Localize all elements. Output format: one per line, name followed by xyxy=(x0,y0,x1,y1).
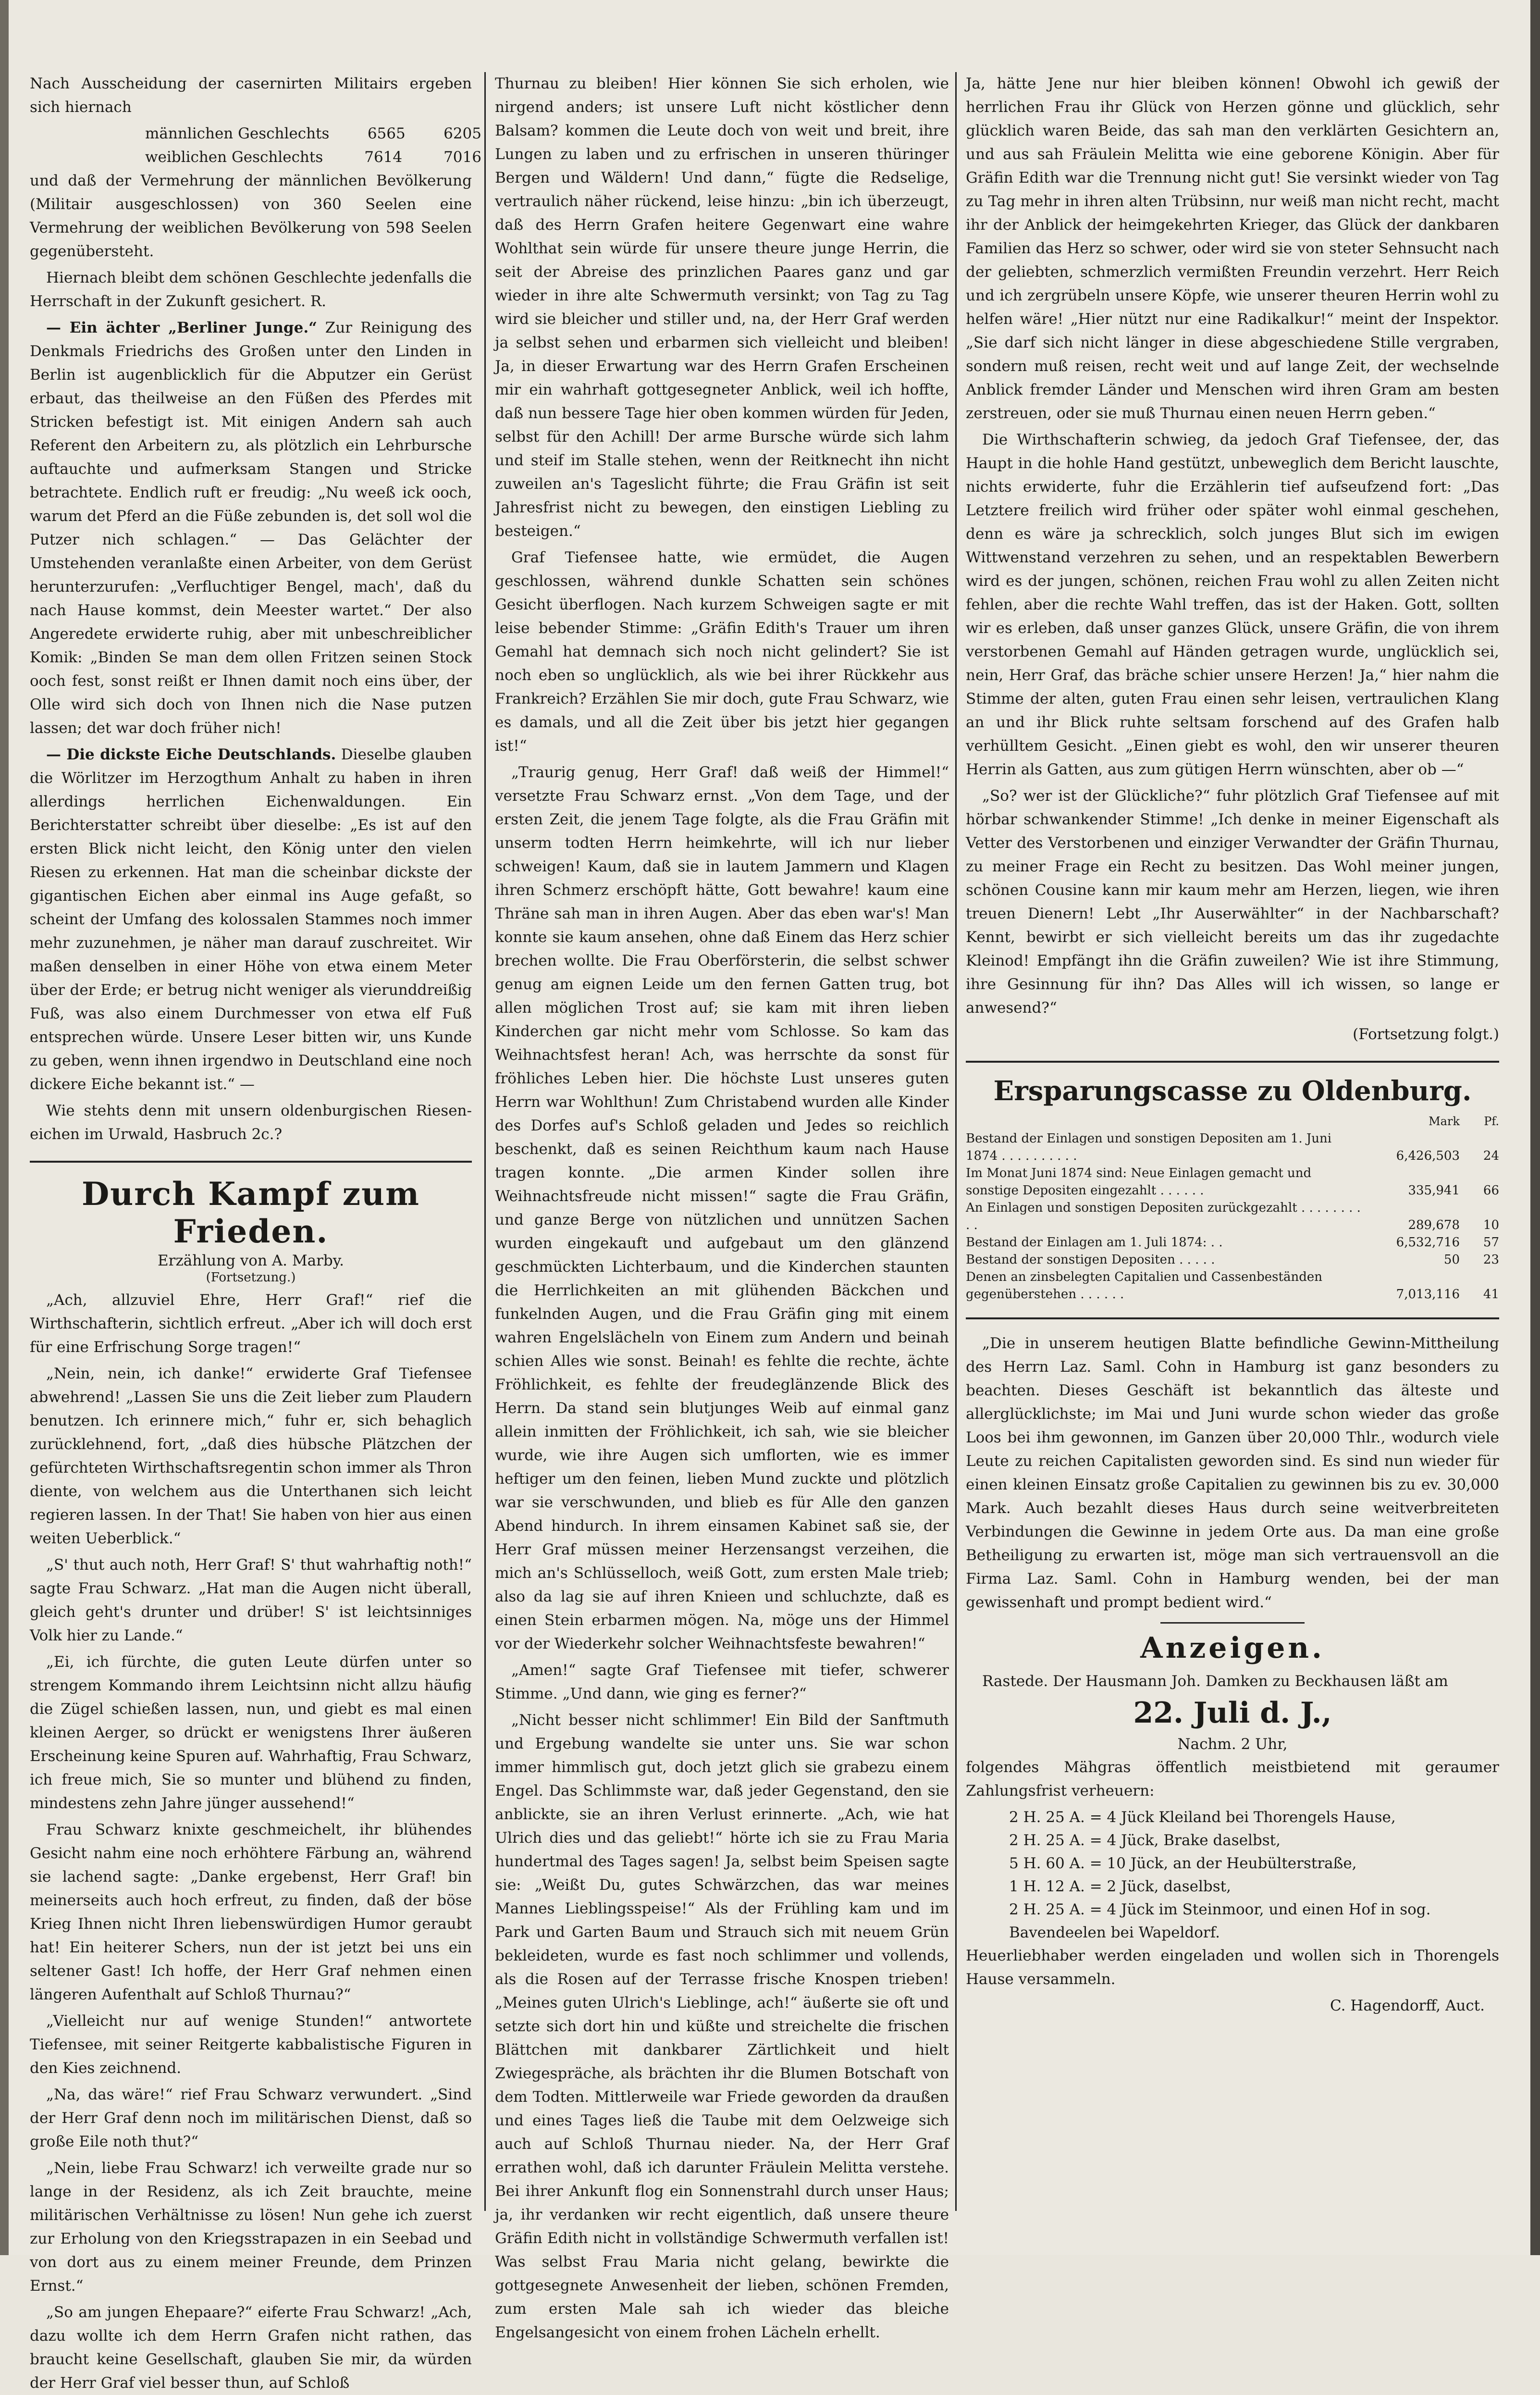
ledger-unit-mark: Mark xyxy=(1429,1115,1460,1128)
ledger-row xyxy=(966,1251,1499,1268)
stats-row xyxy=(145,146,481,169)
stats-value: 7016 xyxy=(444,149,481,166)
story-subtitle: Erzählung von A. Marby. xyxy=(158,1252,344,1269)
scan-edge-left xyxy=(0,0,9,2255)
ledger-mark: 289,678 xyxy=(1408,1218,1460,1232)
column-3 xyxy=(966,72,1499,2235)
stats-value: 6205 xyxy=(444,125,481,142)
cohn-notice: „Die in unserem heutigen Blatte befindliche Gewinn-Mittheilung des Herrn Laz. Saml. Cohn in Hamburg ist ganz besonders zu beachten. Dieses Geschäft ist bekanntlich das älteste und allerglücklichste; im Mai und Juni wurde schon wieder das große Loos bei ihm gewonnen, im Ganzen über 20,000 Thlr., wodurch viele Leute zu reichen Capitalisten geworden sind. Es sind nun wieder für einen kleinen Einsatz große Capitalien zu gewinnen bis zu ev. 30,000 Mark. Auch bezahlt dieses Haus durch seine weitverbreiteten Verbindungen die Gewinne in jedem Orte aus. Da man eine große Betheiligung zu erwarten ist, möge man sich vertrauensvoll an die Firma Laz. Saml. Cohn in Hamburg wenden, bei der man gewissenhaft und prompt bedient wird.“ xyxy=(966,1335,1499,1611)
column-rule xyxy=(484,72,486,2211)
article-text: Zur Reinigung des Denkmals Friedrichs des Großen unter den Linden in Berlin ist augenblicklich für die Abputzer ein Gerüst erbaut, das theilweise an den Füßen des Pferdes mit Stricken befestigt ist. Mit einigen Andern sah auch Referent den Arbeitern zu, als plötzlich ein Lehrbursche auftauchte und aufmerksam Stangen und Stricke betrachtete. Endlich ruft er freudig: „Nu weeß ick ooch, warum det Pferd an die Füße zebunden is, det soll wol die Putzer nich schlagen.“ — Das Gelächter der Umstehenden veranlaßte einen Arbeiter, von dem Gerüst herunterzurufen: „Verfluchtiger Bengel, mach', daß du nach Hause kommst, dein Meester wartet.“ Der also Angeredete erwiderte ruhig, aber mit unbeschreiblicher Komik: „Binden Se man dem ollen Fritzen seinen Stock ooch fest, sonst reißt er Ihnen damit noch eins über, der Olle wird sich doch von Ihnen nich die Nase putzen lassen; det war doch früher nich! xyxy=(30,319,472,737)
story-paragraph: „Ei, ich fürchte, die guten Leute dürfen unter so strengem Kommando ihrem Leichtsinn nicht allzu häufig die Zügel schießen lassen, nun, und giebt es mal einen kleinen Aerger, so drückt er wenigstens Ihrer äußeren Erscheinung keine Spuren auf. Wahrhaftig, Frau Schwarz, ich freue mich, Sie so munter und blühend zu finden, mindestens zehn Jahre jünger aussehend!“ xyxy=(30,1653,472,1812)
column-1 xyxy=(30,72,481,2392)
ledger-mark: 6,426,503 xyxy=(1396,1149,1460,1163)
ledger-label: Denen an zinsbelegten Capitalien und Cassenbeständen gegenüberstehen . . . . . . xyxy=(966,1270,1322,1302)
ledger-row xyxy=(966,1268,1499,1303)
ad-item: 1 H. 12 A. = 2 Jück, daselbst, xyxy=(1009,1878,1231,1895)
ledger-label: Bestand der Einlagen am 1. Juli 1874: . . xyxy=(966,1235,1223,1250)
ledger-mark: 6,532,716 xyxy=(1396,1235,1460,1250)
story-paragraph: „Nein, liebe Frau Schwarz! ich verweilte grade nur so lange in der Residenz, als ich Zeit brauchte, meine militärischen Verhältnisse zu lösen! Nun gehe ich zuerst zur Erholung von den Kriegsstrapazen in ein Seebad und von dort aus zu einem meiner Freunde, dem Prinzen Ernst.“ xyxy=(30,2159,472,2295)
stats-paragraph-text: Hiernach bleibt dem schönen Geschlechte jedenfalls die Herrschaft in der Zukunft gesichert. xyxy=(30,269,472,310)
ledger-header xyxy=(966,1113,1499,1130)
savings-bank-title: Ersparungscasse zu Oldenburg. xyxy=(993,1075,1472,1107)
story-paragraph: „S' thut auch noth, Herr Graf! S' thut wahrhaftig noth!“ sagte Frau Schwarz. „Hat man die Augen nicht überall, gleich geht's drunter und drüber! S' ist leichtsinniges Volk hier zu Lande.“ xyxy=(30,1556,472,1644)
story-paragraph: „Nicht besser nicht schlimmer! Ein Bild der Sanftmuth und Ergebung wandelte sie unter uns. Sie war schon immer himmlisch gut, doch jetzt glich sie grabezu einem Engel. Das Schlimmste war, daß jeder Gegenstand, den sie anblickte, sie an ihren Verlust erinnerte. „Ach, wie hat Ulrich dies und das geliebt!“ hörte ich sie zu Frau Maria hundertmal des Tages sagen! Ja, selbst beim Speisen sagte sie: „Weißt Du, gutes Schwärzchen, das war meines Mannes Lieblingsspeise!“ Als der Frühling kam und im Park und Garten Baum und Strauch sich mit neuem Grün bekleideten, wurde es fast noch schlimmer und vollends, als die Rosen auf der Terrasse frische Knospen trieben! „Meines guten Ulrich's Lieblinge, ach!“ äußerte sie oft und setzte sich dort hin und küßte und streichelte die frischen Blättchen mit dankbarer Zärtlichkeit und hielt Zwiegespräche, als brächten ihr die Blumen Botschaft von dem Todten. Mittlerweile war Friede geworden da draußen und eines Tages ließ die Taube mit dem Oelzweige sich auch auf Schloß Thurnau nieder. Na, der Herr Graf errathen wohl, daß ich darunter Fräulein Melitta verstehe. Bei ihrer Ankunft flog ein Sonnenstrahl durch unser Haus; ja, ihr verdanken wir recht eigentlich, daß unsere theure Gräfin Edith nicht in vollständige Schwermuth verfallen ist! Was selbst Frau Maria nicht gelang, bewirkte die gottgesegnete Anwesenheit der lieben, schönen Fremden, zum ersten Male sah ich wieder das bleiche Engelsangesicht von einem frohen Lächeln erhellt. xyxy=(495,1712,949,2341)
article-text: Dieselbe glauben die Wörlitzer im Herzogthum Anhalt zu haben in ihren allerdings herrlichen Eichenwaldungen. Ein Berichterstatter schreibt über dieselbe: „Es ist auf den ersten Blick nicht leicht, den König unter den vielen Riesen zu erkennen. Hat man die scheinbar dickste der gigantischen Eichen aber einmal ins Auge gefaßt, so scheint der Umfang des kolossalen Stammes noch immer mehr zuzunehmen, je näher man darauf zuschreitet. Wir maßen denselben in einer Höhe von etwa einem Meter über der Erde; er betrug nicht weniger als vierunddreißig Fuß, was also einem Durchmesser von etwa elf Fuß entsprechen würde. Unsere Leser bitten wir, uns Kunde zu geben, wenn ihnen irgendwo in Deutschland eine noch dickere Eiche bekannt ist.“ — xyxy=(30,746,472,1093)
ledger-row xyxy=(966,1165,1499,1199)
ledger-row xyxy=(966,1130,1499,1165)
article-heading: — Ein ächter „Berliner Junge.“ xyxy=(46,319,317,336)
ledger-label: Bestand der Einlagen und sonstigen Depositen am 1. Juni 1874 . . . . . . . . . . xyxy=(966,1131,1332,1163)
ledger-label: Bestand der sonstigen Depositen . . . . . xyxy=(966,1253,1215,1267)
article-heading: — Die dickste Eiche Deutschlands. xyxy=(46,746,336,763)
ledger-pf: 57 xyxy=(1483,1235,1499,1250)
section-divider xyxy=(966,1317,1499,1319)
story-paragraph: „Vielleicht nur auf wenige Stunden!“ antwortete Tiefensee, mit seiner Reitgerte kabbalistische Figuren in den Kies zeichnend. xyxy=(30,2012,472,2077)
ad-outro: Heuerliebhaber werden eingeladen und wollen sich in Thorengels Hause versammeln. xyxy=(966,1947,1499,1988)
ledger-label: Im Monat Juni 1874 sind: Neue Einlagen gemacht und sonstige Depositen eingezahlt . . . . . . xyxy=(966,1166,1312,1198)
ad-intro: Rastede. Der Hausmann Joh. Damken zu Beckhausen läßt am xyxy=(982,1673,1448,1690)
story-paragraph: Thurnau zu bleiben! Hier können Sie sich erholen, wie nirgend anders; ist unsere Luft nicht köstlicher denn Balsam? kommen die Leute doch von weit und breit, ihre Lungen zu laben und zu erfrischen in unseren thüringer Bergen und Wäldern! Und dann,“ fügte die Redselige, vertraulich näher rückend, leise hinzu: „bin ich überzeugt, daß des Herrn Grafen heitere Gegenwart eine wahre Wohlthat sein würde für unsere theure junge Herrin, die seit der Abreise des prinzlichen Paares ganz und gar wieder in ihre alte Schwermuth versinkt; von Tag zu Tag wird sie bleicher und stiller und, na, der Herr Graf werden ja selbst sehen und erbarmen sich vielleicht und bleiben! Ja, in dieser Erwartung war des Herrn Grafen Erscheinen mir ein wahrhaft gottgesegneter Anblick, weil ich hoffte, daß nun bessere Tage hier oben kommen würden für Jeden, selbst für den Achill! Der arme Bursche würde sich lahm und steif im Stalle stehen, wenn der Reitknecht ihn nicht zuweilen an's Tageslicht führte; die Frau Gräfin ist seit Jahresfrist nicht zu bewegen, den einstigen Liebling zu besteigen.“ xyxy=(495,75,949,540)
ad-item: 5 H. 60 A. = 10 Jück, an der Heubülterstraße, xyxy=(1009,1855,1357,1872)
ad-date: 22. Juli d. J., xyxy=(1133,1696,1332,1730)
ledger-pf: 66 xyxy=(1483,1183,1499,1198)
ad-items xyxy=(966,1806,1499,1944)
section-divider xyxy=(30,1161,472,1163)
author-initial: R. xyxy=(310,293,327,310)
ledger-pf: 10 xyxy=(1483,1218,1499,1232)
ledger-unit-pf: Pf. xyxy=(1484,1115,1499,1128)
ledger-row xyxy=(966,1199,1499,1234)
story-paragraph: „So? wer ist der Glückliche?“ fuhr plötzlich Graf Tiefensee auf mit hörbar schwankender Stimme! „Ich denke in meiner Eigenschaft als Vetter des Verstorbenen und einziger Verwandter der Gräfin Thurnau, zu meiner Frage ein Recht zu besitzen. Das Wohl meiner jungen, schönen Cousine kann mir kaum mehr am Herzen, liegen, wie ihren treuen Dienern! Lebt „Ihr Auserwählter“ in der Nachbarschaft? Kennt, bewirbt er sich vielleicht bereits um das ihr zugedachte Kleinod! Empfängt ihn die Gräfin zuweilen? Wie ist ihre Stimmung, ihre Gesinnung für ihn? Das Alles will ich wissen, so lange er anwesend?“ xyxy=(966,787,1499,1017)
stats-paragraph xyxy=(30,266,472,313)
stats-paragraph: und daß der Vermehrung der männlichen Bevölkerung (Militair ausgeschlossen) von 360 Seelen eine Vermehrung der weiblichen Bevölkerung von 598 Seelen gegenübersteht. xyxy=(30,172,472,260)
stats-value: 7614 xyxy=(364,149,403,166)
eiche-article xyxy=(30,743,472,1096)
stats-label: weiblichen Geschlechts xyxy=(145,149,323,166)
story-paragraph: „Amen!“ sagte Graf Tiefensee mit tiefer, schwerer Stimme. „Und dann, wie ging es ferner?“ xyxy=(495,1662,949,1702)
ledger-mark: 7,013,116 xyxy=(1396,1287,1460,1302)
ad-item: 2 H. 25 A. = 4 Jück im Steinmoor, und einen Hof in sog. Bavendeelen bei Wapeldorf. xyxy=(1009,1901,1431,1941)
ledger-pf: 24 xyxy=(1483,1149,1499,1163)
story-paragraph: „So am jungen Ehepaare?“ eiferte Frau Schwarz! „Ach, dazu wollte ich dem Herrn Grafen nicht rathen, das braucht keine Gesellschaft, glauben Sie mir, da würden der Herr Graf viel besser thun, auf Schloß xyxy=(30,2304,472,2392)
story-paragraph: Ja, hätte Jene nur hier bleiben können! Obwohl ich gewiß der herrlichen Frau ihr Glück von Herzen gönne und glücklich, sehr glücklich waren Beide, das sah man den verklärten Gesichtern an, und aus sah Fräulein Melitta wie eine geborene Königin. Aber für Gräfin Edith war die Trennung nicht gut! Sie versinkt wieder von Tag zu Tag mehr in ihren alten Trübsinn, nur weiß man nicht recht, macht ihr der Anblick der heimgekehrten Krieger, das Glück der dankbaren Familien das Herz so schwer, oder wird sie von steter Sehnsucht nach der geliebten, schmerzlich vermißten Freundin verzehrt. Herr Reich und ich zergrübeln unsere Köpfe, wie unserer theuren Herrin wohl zu helfen wäre! „Hier nützt nur eine Radikalkur!“ meint der Inspektor. „Sie darf sich nicht länger in diese abgeschiedene Stille vergraben, sondern muß reisen, recht weit und auf lange Zeit, der wechselnde Anblick fremder Länder und Menschen wird ihren Gram am besten zerstreuen, oder sie muß Thurnau einen neuen Herrn geben.“ xyxy=(966,75,1499,422)
ad-item: 2 H. 25 A. = 4 Jück Kleiland bei Thorengels Hause, xyxy=(1009,1809,1396,1826)
savings-ledger xyxy=(966,1113,1499,1303)
ledger-label xyxy=(966,1113,1364,1130)
scan-edge-right xyxy=(1530,0,1540,2255)
story-title: Durch Kampf zum Frieden. xyxy=(82,1175,420,1250)
stats-row xyxy=(145,122,481,146)
stats-label: männlichen Geschlechts xyxy=(145,125,330,142)
ad-text: folgendes Mähgras öffentlich meistbietend mit geraumer Zahlungsfrist verheuern: xyxy=(966,1759,1499,1799)
ledger-mark: 50 xyxy=(1443,1253,1460,1267)
story-paragraph: „Nein, nein, ich danke!“ erwiderte Graf Tiefensee abwehrend! „Lassen Sie uns die Zeit lieber zum Plaudern benutzen. Ich erinnere mich,“ fuhr er, sich behaglich zurücklehnend, fort, „daß dies hübsche Plätzchen der gefürchteten Wirthschaftsregentin schon immer als Thron diente, von welchem aus die Unterthanen sich leicht regieren lassen. In der That! Sie haben von hier aus einen weiten Ueberblick.“ xyxy=(30,1365,472,1547)
section-divider xyxy=(966,1061,1499,1063)
continuation-note: (Fortsetzung folgt.) xyxy=(1353,1026,1499,1043)
story-paragraph: Graf Tiefensee hatte, wie ermüdet, die Augen geschlossen, während dunkle Schatten sein schönes Gesicht überflogen. Nach kurzem Schweigen sagte er mit leise bebender Stimme: „Gräfin Edith's Trauer um ihren Gemahl hat demnach sich noch nicht gelindert? Sie ist noch eben so unglücklich, als wie bei ihrer Rückkehr aus Frankreich? Erzählen Sie mir doch, gute Frau Schwarz, wie es damals, und all die Zeit über bis jetzt hier gegangen ist!“ xyxy=(495,549,949,755)
story-paragraph: Frau Schwarz knixte geschmeichelt, ihr blühendes Gesicht nahm eine noch erhöhtere Färbung an, während sie lachend sagte: „Danke ergebenst, Herr Graf! bin meinerseits auch hoch erfreut, zu finden, daß der böse Krieg Ihnen nicht Ihren liebenswürdigen Humor geraubt hat! Ein heiterer Schers, nun der ist jetzt bei uns ein seltener Gast! Ich hoffe, der Herr Graf nehmen einen längeren Aufenthalt auf Schloß Thurnau?“ xyxy=(30,1821,472,2003)
stats-intro: Nach Ausscheidung der casernirten Militairs ergeben sich hiernach xyxy=(30,75,472,116)
column-2 xyxy=(495,72,949,2341)
ad-time: Nachm. 2 Uhr, xyxy=(1177,1736,1288,1753)
berliner-article xyxy=(30,316,472,740)
story-continuation: (Fortsetzung.) xyxy=(206,1270,296,1285)
ad-item: 2 H. 25 A. = 4 Jück, Brake daselbst, xyxy=(1009,1832,1281,1849)
ledger-label: An Einlagen und sonstigen Depositen zurückgezahlt . . . . . . . . . . xyxy=(966,1201,1361,1232)
ads-title: Anzeigen. xyxy=(1140,1631,1325,1665)
story-paragraph: „Traurig genug, Herr Graf! daß weiß der Himmel!“ versetzte Frau Schwarz ernst. „Von dem Tage, und der ersten Zeit, die jenem Tage folgte, als die Frau Gräfin mit unserm todten Herrn heimkehrte, will ich nur lieber schweigen! Kaum, daß sie in lautem Jammern und Klagen ihren Schmerz erschöpft hätte, Gott bewahre! kaum eine Thräne sah man in ihren Augen. Aber das eben war's! Man konnte sie kaum ansehen, ohne daß Einem das Herz schier brechen wollte. Die Frau Oberförsterin, die selbst schwer genug am eignen Leide um den fernen Gatten trug, bot allen möglichen Trost auf; sie kam mit ihren lieben Kinderchen gar nicht mehr vom Schlosse. So kam das Weihnachtsfest heran! Ach, was herrschte da sonst für fröhliches Leben hier. Die höchste Lust unseres guten Herrn war Wohlthun! Zum Christabend wurden alle Kinder des Dorfes auf's Schloß geladen und Jedes so reichlich beschenkt, daß es seinen Reichthum kaum nach Hause tragen konnte. „Die armen Kinder sollen ihre Weihnachtsfreude nicht missen!“ sagte die Frau Gräfin, und ganze Berge von nützlichen und unnützen Sachen wurden eingekauft und aufgebaut um den glänzend geschmückten Lichterbaum, und die Kinderchen staunten die Herrlichkeiten an mit glühenden Bäckchen und funkelnden Augen, und die Frau Gräfin ging mit einem wahren Engelslächeln von Einem zum Andern und beinah schien Alles wie sonst. Beinah! es fehlte die rechte, ächte Fröhlichkeit, es fehlte der freudeglänzende Blick des Herrn. Da stand sein blutjunges Weib auf einmal ganz allein inmitten der Fröhlichkeit, ich sah, wie sie bleicher wurde, wie ihre Augen sich umflorten, wie es immer heftiger um den feinen, lieben Mund zuckte und plötzlich war sie verschwunden, und blieb es für Alle den ganzen Abend hindurch. In ihrem einsamen Kabinet saß sie, der Herr Graf müssen meiner Herzensangst verzeihen, die mich an's Schlüsselloch, weiß Gott, zum ersten Male trieb; also da lag sie auf ihren Knieen und schluchzte, daß es einen Stein erbarmen mögen. Na, möge uns der Himmel vor der Wiederkehr solcher Weihnachtsfeste bewahren!“ xyxy=(495,764,949,1652)
ledger-pf: 23 xyxy=(1483,1253,1499,1267)
story-paragraph: „Ach, allzuviel Ehre, Herr Graf!“ rief die Wirthschafterin, sichtlich erfreut. „Aber ich will doch erst für eine Erfrischung Sorge tragen!“ xyxy=(30,1291,472,1356)
section-divider xyxy=(1160,1622,1305,1624)
ledger-row xyxy=(966,1234,1499,1251)
column-rule xyxy=(955,72,957,2211)
stats-table xyxy=(30,122,481,169)
stats-value: 6565 xyxy=(367,125,406,142)
ledger-pf: 41 xyxy=(1483,1287,1499,1302)
story-paragraph: „Na, das wäre!“ rief Frau Schwarz verwundert. „Sind der Herr Graf denn noch im militärischen Dienst, daß so große Eile noth thut?“ xyxy=(30,2086,472,2150)
ledger-mark: 335,941 xyxy=(1408,1183,1460,1198)
eiche-paragraph: Wie stehts denn mit unsern oldenburgischen Riesen-eichen im Urwald, Hasbruch 2c.? xyxy=(30,1102,472,1143)
story-paragraph: Die Wirthschafterin schwieg, da jedoch Graf Tiefensee, der, das Haupt in die hohle Hand gestützt, unbeweglich dem Bericht lauschte, nichts erwiderte, fuhr die Erzählerin tief aufseufzend fort: „Das Letztere freilich wird früher oder später wohl einmal geschehen, denn es wäre ja schrecklich, solch junges Blut sich im ewigen Wittwenstand verzehren zu sehen, und an respektablen Bewerbern wird es der jungen, schönen, reichen Frau wohl zu allen Zeiten nicht fehlen, aber die rechte Wahl treffen, das ist der Haken. Gott, sollten wir es erleben, daß unser ganzes Glück, unsere Gräfin, die von ihrem verstorbenen Gemahl auf Händen getragen wurde, unglücklich sei, nein, Herr Graf, das bräche schier unsere Herzen! Ja,“ hier nahm die Stimme der alten, guten Frau einen sehr leisen, vertraulichen Klang an und ihr Blick ruhte seltsam forschend auf des Grafen halb verhülltem Gesicht. „Einen giebt es wohl, den wir unserer theuren Herrin als Gatten, aus zum gütigen Herrn wünschten, aber ob —“ xyxy=(966,431,1499,778)
ad-signature: C. Hagendorff, Auct. xyxy=(1330,1997,1485,2014)
